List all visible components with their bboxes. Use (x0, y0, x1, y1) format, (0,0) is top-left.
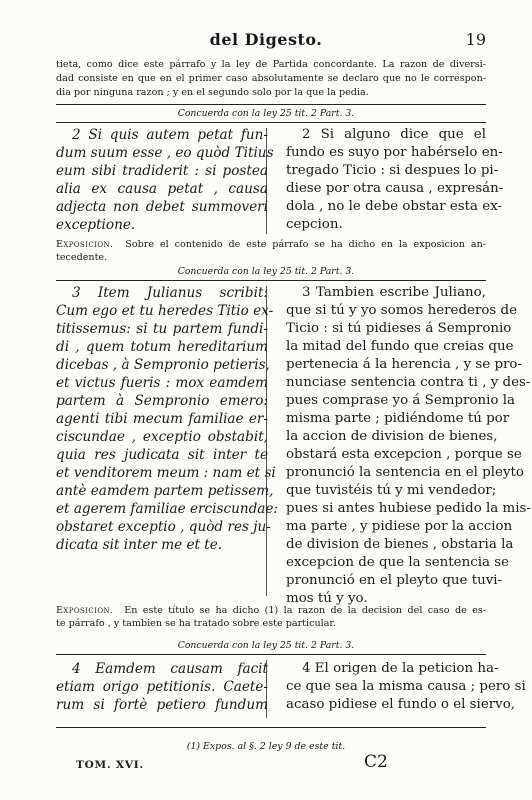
spanish-line: nunciase sentencia contra ti , y des- (286, 375, 531, 390)
exposicion-label: Exposicion. (56, 239, 114, 250)
latin-line: dicebas , à Sempronio petieris, (56, 357, 270, 373)
latin-line: exceptione. (56, 217, 136, 233)
divider-rule (56, 104, 486, 105)
spanish-line: acaso pidiese el fundo o el siervo, (286, 697, 516, 712)
spanish-line: pertenecia á la herencia , y se pro- (286, 357, 523, 372)
footnote: (1) Expos. al §. 2 ley 9 de este tit. (186, 741, 346, 752)
spanish-line: la accion de division de bienes, (286, 429, 498, 444)
latin-line: dum suum esse , eo quòd Titius (56, 145, 274, 161)
concordance-note: Concuerda con la ley 25 tit. 2 Part. 3. (177, 266, 355, 277)
concordance-note: Concuerda con la ley 25 tit. 2 Part. 3. (177, 640, 355, 651)
exposicion-text: Sobre el contenido de este párrafo se ha dicho en la exposicion an- (125, 239, 486, 250)
spanish-line: que tuvistéis tú y mi vendedor; (286, 483, 497, 498)
spanish-line: mos tú y yo. (286, 591, 368, 606)
spanish-line: dola , no le debe obstar esta ex- (286, 199, 503, 214)
running-title: del Digesto. (209, 30, 323, 49)
exposicion-text: En este título se ha dicho (1) la razon de la decision del caso de es- (124, 605, 486, 616)
latin-line: titissemus: si tu partem fundi- (56, 321, 268, 337)
spanish-column-section-4 (286, 660, 526, 714)
latin-line: partem à Sempronio emero: (56, 393, 268, 409)
latin-line: obstaret exceptio , quòd res ju- (56, 519, 271, 535)
latin-line: di , quem totum hereditarium (56, 339, 268, 355)
latin-line: quia res judicata sit inter te (56, 447, 268, 463)
latin-line: alia ex causa petat , causa (56, 181, 268, 197)
spanish-line: 4 El origen de la peticion ha- (302, 661, 499, 676)
spanish-line: excepcion de que la sentencia se (286, 555, 510, 570)
latin-line: agenti tibi mecum familiae er- (56, 411, 268, 427)
spanish-line: de division de bienes , obstaria la (286, 537, 514, 552)
spanish-line: 3 Tambien escribe Juliano, (302, 285, 486, 300)
spanish-line: pues comprase yo á Sempronio la (286, 393, 515, 408)
spanish-line: ma parte , y pidiese por la accion (286, 519, 513, 534)
spanish-line: pronunció en el pleyto que tuvi- (286, 573, 503, 588)
latin-line: Cum ego et tu heredes Titio ex- (56, 303, 274, 319)
latin-line: 4 Eamdem causam facit (72, 661, 268, 677)
page-number: 19 (465, 30, 486, 49)
latin-line: etiam origo petitionis. Caete- (56, 679, 268, 695)
spanish-line: misma parte ; pidiéndome tú por (286, 411, 510, 426)
latin-line: ciscundae , exceptio obstabit, (56, 429, 268, 445)
latin-line: 2 Si quis autem petat fun- (72, 127, 268, 143)
latin-line: 3 Item Julianus scribit: (72, 285, 268, 301)
signature-mark: C2 (364, 752, 388, 772)
divider-rule (56, 654, 486, 655)
latin-line: rum si fortè petiero fundum (56, 697, 268, 713)
latin-line: dicata sit inter me et te. (56, 537, 223, 553)
latin-line: eum sibi tradiderit : si postea (56, 163, 268, 179)
spanish-line: 2 Si alguno dice que el (302, 127, 486, 142)
spanish-column-section-2 (286, 126, 504, 234)
spanish-line: tregado Ticio : si despues lo pi- (286, 163, 499, 178)
latin-line: adjecta non debet summoveri (56, 199, 268, 215)
latin-column-section-3 (56, 284, 279, 554)
latin-line: et victus fueris : mox eamdem (56, 375, 268, 391)
intro-line: dia por ninguna razon ; y en el segundo solo por la que la pedia. (56, 87, 369, 98)
spanish-line: diese por otra causa , expresán- (286, 181, 504, 196)
spanish-line: pronunció la sentencia en el pleyto (286, 465, 524, 480)
latin-column-section-2 (56, 126, 274, 234)
exposicion-note-1 (56, 238, 486, 264)
spanish-column-section-3 (286, 284, 531, 608)
spanish-line: obstará esta excepcion , porque se (286, 447, 522, 462)
divider-rule (56, 280, 486, 281)
exposicion-text: tecedente. (56, 252, 108, 263)
latin-line: antè eamdem partem petissem, (56, 483, 274, 499)
footnote-rule (56, 727, 486, 728)
concordance-note: Concuerda con la ley 25 tit. 2 Part. 3. (177, 108, 355, 119)
spanish-line: fundo es suyo por habérselo en- (286, 145, 503, 160)
spanish-line: cepcion. (286, 217, 343, 232)
spanish-line: que si tú y yo somos herederos de (286, 303, 518, 318)
running-header (0, 30, 532, 52)
latin-line: et venditorem meum : nam et si (56, 465, 276, 481)
intro-paragraph (56, 58, 486, 100)
latin-column-section-4 (56, 660, 268, 714)
spanish-line: ce que sea la misma causa ; pero si (286, 679, 526, 694)
volume-label: TOM. XVI. (76, 759, 144, 771)
spanish-line: la mitad del fundo que creias que (286, 339, 514, 354)
exposicion-label: Exposicion. (56, 605, 114, 616)
intro-line: tieta, como dice este párrafo y la ley de Partida concordante. La razon de diversi- (56, 59, 486, 70)
spanish-line: pues si antes hubiese pedido la mis- (286, 501, 531, 516)
intro-line: dad consiste en que en el primer caso absolutamente se declaro que no le correspon- (56, 73, 486, 84)
exposicion-text: te párrafo , y tambien se ha tratado sobre este particular. (56, 618, 336, 629)
spanish-line: Ticio : si tú pidieses á Sempronio (286, 321, 512, 336)
latin-line: et agerem familiae erciscundae: (56, 501, 279, 517)
exposicion-note-2 (56, 604, 486, 630)
divider-rule (56, 122, 486, 123)
